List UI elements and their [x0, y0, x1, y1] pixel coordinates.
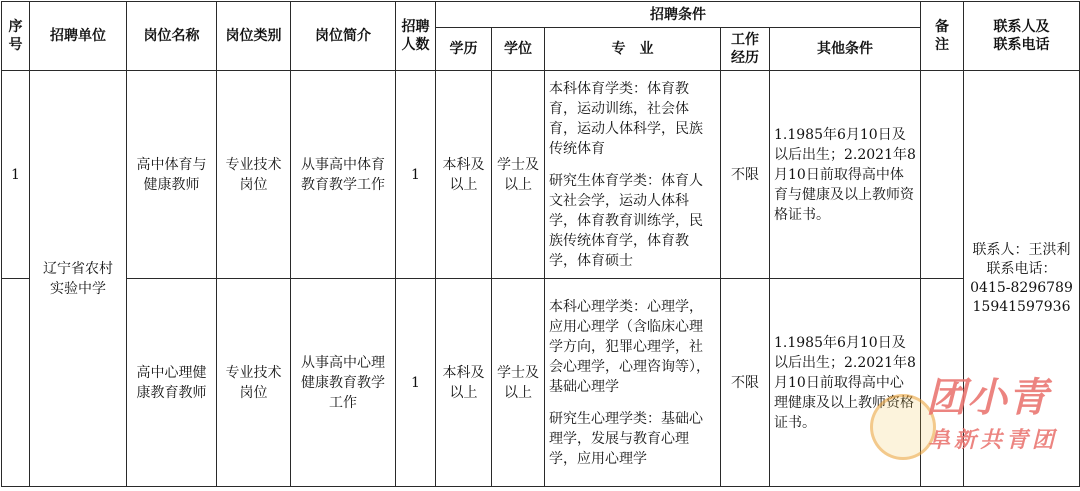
cell-remark — [921, 279, 964, 487]
table-row — [2, 279, 1080, 487]
header-experience: 工作 经历 — [721, 28, 770, 71]
cell-seq: 1 — [2, 71, 30, 279]
cell-education: 本科及 以上 — [436, 279, 492, 487]
header-position-name: 岗位名称 — [127, 2, 217, 71]
cell-seq — [2, 279, 30, 487]
cell-degree: 学士及 以上 — [492, 71, 545, 279]
cell-position-name: 高中心理健 康教育教师 — [127, 279, 217, 487]
cell-education: 本科及 以上 — [436, 71, 492, 279]
cell-experience: 不限 — [721, 279, 770, 487]
cell-experience: 不限 — [721, 71, 770, 279]
watermark-subtitle: 阜新共青团 — [928, 428, 1059, 453]
cell-position-type: 专业技术 岗位 — [217, 279, 291, 487]
table-row — [2, 71, 1080, 279]
major-grad: 研究生心理学类：基础心理学，发展与教育心理学，应用心理学 — [549, 410, 703, 467]
cell-contact: 联系人：王洪利 联系电话： 0415-8296789 15941597936 — [964, 71, 1080, 487]
major-grad: 研究生体育学类：体育人文社会学，运动人体科学，体育教育训练学，民族传统体育学，体育教学，体育硕士 — [549, 172, 703, 269]
header-education: 学历 — [436, 28, 492, 71]
cell-other: 1.1985年6月10日及以后出生；2.2021年8月10日前取得高中心理健康及以上教师资格证书。 — [770, 279, 921, 487]
header-degree: 学位 — [492, 28, 545, 71]
header-conditions: 招聘条件 — [436, 2, 921, 28]
header-remark: 备 注 — [921, 2, 964, 71]
header-major: 专 业 — [545, 28, 721, 71]
major-undergrad: 本科心理学类：心理学，应用心理学（含临床心理学方向，犯罪心理学，社会心理学，心理咨询等），基础心理学 — [549, 298, 710, 395]
cell-other: 1.1985年6月10日及以后出生；2.2021年8月10日前取得高中体育与健康及以上教师资格证书。 — [770, 71, 921, 279]
cell-count: 1 — [396, 279, 436, 487]
major-undergrad: 本科体育学类：体育教育，运动训练，社会体育，运动人体科学，民族传统体育 — [549, 80, 703, 157]
cell-unit: 辽宁省农村 实验中学 — [30, 71, 127, 487]
cell-position-intro: 从事高中体育 教育教学工作 — [291, 71, 396, 279]
cell-position-name: 高中体育与 健康教师 — [127, 71, 217, 279]
header-count: 招聘 人数 — [396, 2, 436, 71]
header-seq: 序 号 — [2, 2, 30, 71]
header-position-intro: 岗位简介 — [291, 2, 396, 71]
header-position-type: 岗位类别 — [217, 2, 291, 71]
cell-major — [545, 71, 721, 279]
cell-remark — [921, 71, 964, 279]
header-other: 其他条件 — [770, 28, 921, 71]
cell-count: 1 — [396, 71, 436, 279]
cell-position-type: 专业技术 岗位 — [217, 71, 291, 279]
cell-major — [545, 279, 721, 487]
cell-degree: 学士及 以上 — [492, 279, 545, 487]
watermark-title: 团小青 — [926, 375, 1049, 421]
cell-position-intro: 从事高中心理 健康教育教学 工作 — [291, 279, 396, 487]
header-contact: 联系人及 联系电话 — [964, 2, 1080, 71]
header-unit: 招聘单位 — [30, 2, 127, 71]
recruitment-table — [1, 1, 1080, 487]
